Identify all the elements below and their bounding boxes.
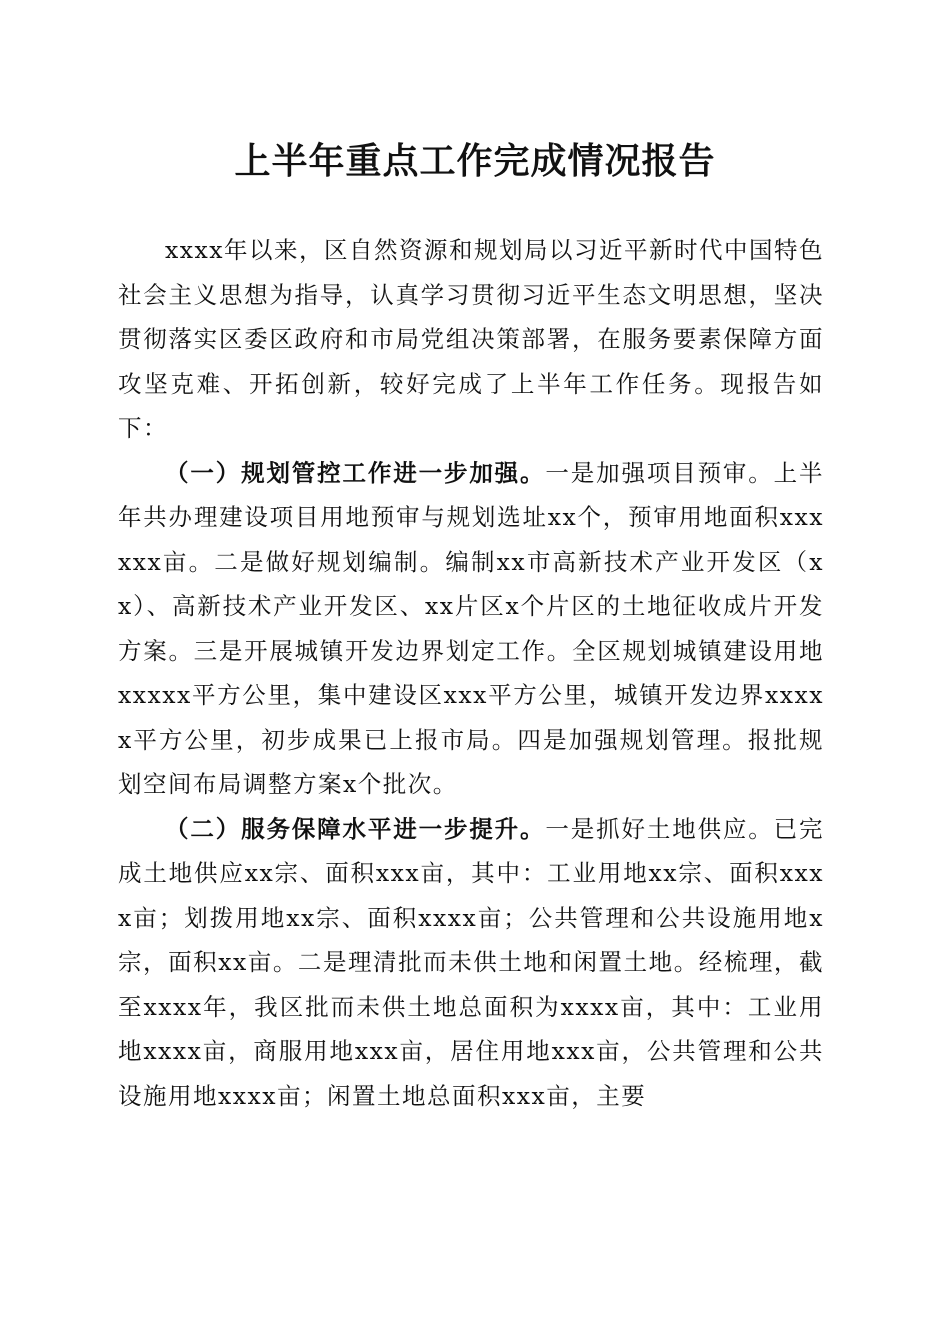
document-title: 上半年重点工作完成情况报告 xyxy=(234,140,716,182)
section-paragraph-1 xyxy=(118,451,824,807)
section-heading-1: （一）规划管控工作进一步加强。 xyxy=(165,458,546,487)
intro-paragraph: xxxx年以来，区自然资源和规划局以习近平新时代中国特色社会主义思想为指导，认真学习贯彻习近平生态文明思想，坚决贯彻落实区委区政府和市局党组决策部署，在服务要素保障方面攻坚克难、开拓创新，较好完成了上半年工作任务。现报告如下： xyxy=(118,236,825,442)
document-body xyxy=(118,228,824,1118)
section-heading-2: （二）服务保障水平进一步提升。 xyxy=(165,814,546,843)
section-text-2: 一是抓好土地供应。已完成土地供应xx宗、面积xxx亩，其中：工业用地xx宗、面积xxxx亩；划拨用地xx宗、面积xxxx亩；公共管理和公共设施用地x宗，面积xx亩。二是理清批而未供土地和闲置土地。经梳理，截至xxxx年，我区批而未供土地总面积为xxxx亩，其中：工业用地xxxx亩，商服用地xxx亩，居住用地xxx亩，公共管理和公共设施用地xxxx亩；闲置土地总面积xxx亩，主要 xyxy=(118,814,825,1110)
section-paragraph-2 xyxy=(118,807,824,1119)
section-text-1: 一是加强项目预审。上半年共办理建设项目用地预审与规划选址xx个，预审用地面积xxxxxx亩。二是做好规划编制。编制xx市高新技术产业开发区（xx）、高新技术产业开发区、xx片区x个片区的土地征收成片开发方案。三是开展城镇开发边界划定工作。全区规划城镇建设用地xxxxx平方公里，集中建设区xxx平方公里，城镇开发边界xxxxx平方公里，初步成果已上报市局。四是加强规划管理。报批规划空间布局调整方案x个批次。 xyxy=(118,458,825,798)
